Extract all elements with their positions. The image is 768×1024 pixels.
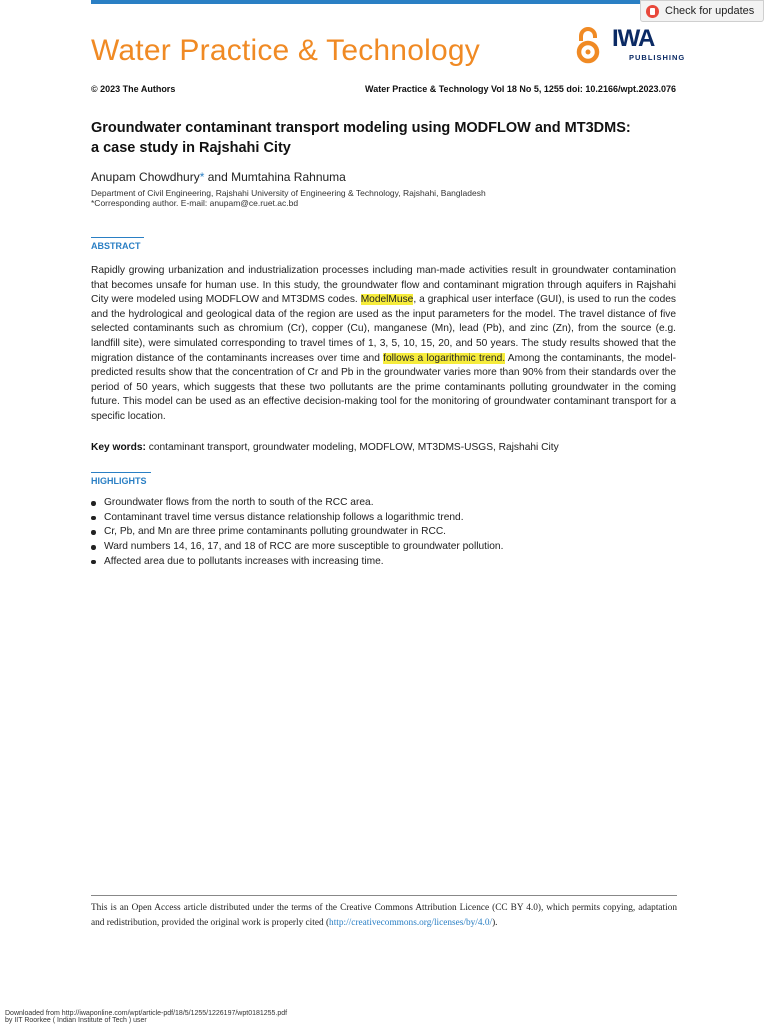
footnote-rule [91, 895, 677, 896]
author-separator: and [204, 170, 232, 184]
license-link[interactable]: http://creativecommons.org/licenses/by/4.0/ [329, 918, 493, 928]
keywords-label: Key words: [91, 442, 146, 453]
journal-title: Water Practice & Technology [91, 34, 480, 67]
abstract-heading-label: ABSTRACT [91, 241, 141, 251]
paper-title-line: Groundwater contaminant transport modeling using MODFLOW and MT3DMS: [91, 120, 631, 136]
abstract-segment: Rapidly growing urbanization and industrialization processes including man-made activities result in groundwater contamination that becomes unsafe for human use. In this study, the groundwater flow and contaminant migration through aquifers in Rajshahi City were modeled using MODFLOW and MT3DMS codes. [91, 265, 676, 306]
abstract-segment: Among the contaminants, the model-predicted results show that the concentration of Cr and Pb in the groundwater varies more than 90% from their standards over the period of 50 years, which suggests that these two pollutants are the prime contaminants polluting groundwater in the coming future. This model can be used as an effective decision-making tool for the monitoring of groundwater contaminant transport for a specific location. [91, 352, 677, 422]
check-for-updates-button[interactable] [640, 0, 764, 22]
copyright-notice: © 2023 The Authors [91, 84, 176, 94]
highlights-list [91, 496, 676, 570]
section-rule [91, 472, 151, 473]
author-name: Mumtahina Rahnuma [231, 170, 346, 184]
citation-line: Water Practice & Technology Vol 18 No 5, 1255 doi: 10.2166/wpt.2023.076 [365, 84, 676, 94]
list-item: Ward numbers 14, 16, 17, and 18 of RCC are more susceptible to groundwater pollution. [91, 540, 676, 555]
top-accent-bar [91, 0, 677, 4]
author-list [91, 170, 346, 184]
check-for-updates-label: Check for updates [665, 5, 755, 17]
corresponding-author-note: *Corresponding author. E-mail: anupam@ce.ruet.ac.bd [91, 198, 299, 208]
paper-title-line: a case study in Rajshahi City [91, 140, 291, 156]
license-text: This is an Open Access article distributed under the terms of the Creative Commons Attribution Licence (CC BY 4.0), which permits copying, adaptation and redistribution, provided the original work is properly cited ( [91, 903, 677, 928]
abstract-text [91, 264, 676, 425]
publisher-logo-subtext: PUBLISHING [629, 53, 686, 62]
abstract-segment: , a graphical user interface (GUI), is used to run the codes and the hydrological and geological data of the region are used as the input parameters for the model. The travel distance of five selected contaminants such as chromium (Cr), copper (Cu), manganese (Mn), lead (Pb), and zinc (Zn), from the source (e.g. landfill site), were simulated corresponding to travel times of 1, 3, 5, 10, 15, 20, and 50 years. The study results showed that the migration distance of the contaminants increases over time and [91, 294, 676, 364]
list-item: Groundwater flows from the north to south of the RCC area. [91, 496, 676, 511]
license-text-end: ). [492, 918, 498, 928]
license-notice [91, 901, 677, 931]
download-user-info: by IIT Roorkee ( Indian Institute of Tech ) user [5, 1017, 147, 1024]
section-rule [91, 237, 144, 238]
highlights-heading [91, 472, 151, 486]
keywords [91, 442, 676, 453]
affiliation: Department of Civil Engineering, Rajshahi University of Engineering & Technology, Rajshahi, Bangladesh [91, 188, 486, 198]
paper-title [91, 118, 691, 158]
keywords-text: contaminant transport, groundwater modeling, MODFLOW, MT3DMS-USGS, Rajshahi City [145, 442, 559, 453]
corresponding-author-link[interactable]: * [199, 170, 205, 184]
author-name: Anupam Chowdhury [91, 170, 200, 184]
bookmark-icon [646, 5, 659, 18]
highlighted-text: ModelMuse [360, 294, 414, 306]
highlights-heading-label: HIGHLIGHTS [91, 476, 147, 486]
publisher-logo: IWA [612, 25, 655, 52]
list-item: Contaminant travel time versus distance relationship follows a logarithmic trend. [91, 511, 676, 526]
list-item: Cr, Pb, and Mn are three prime contaminants polluting groundwater in RCC. [91, 525, 676, 540]
abstract-heading [91, 237, 144, 251]
open-access-icon [574, 27, 602, 65]
highlighted-text: follows a logarithmic trend. [383, 352, 506, 364]
download-info: Downloaded from http://iwaponline.com/wpt/article-pdf/18/5/1255/1226197/wpt0181255.pdf [5, 1010, 288, 1017]
list-item: Affected area due to pollutants increases with increasing time. [91, 555, 676, 570]
